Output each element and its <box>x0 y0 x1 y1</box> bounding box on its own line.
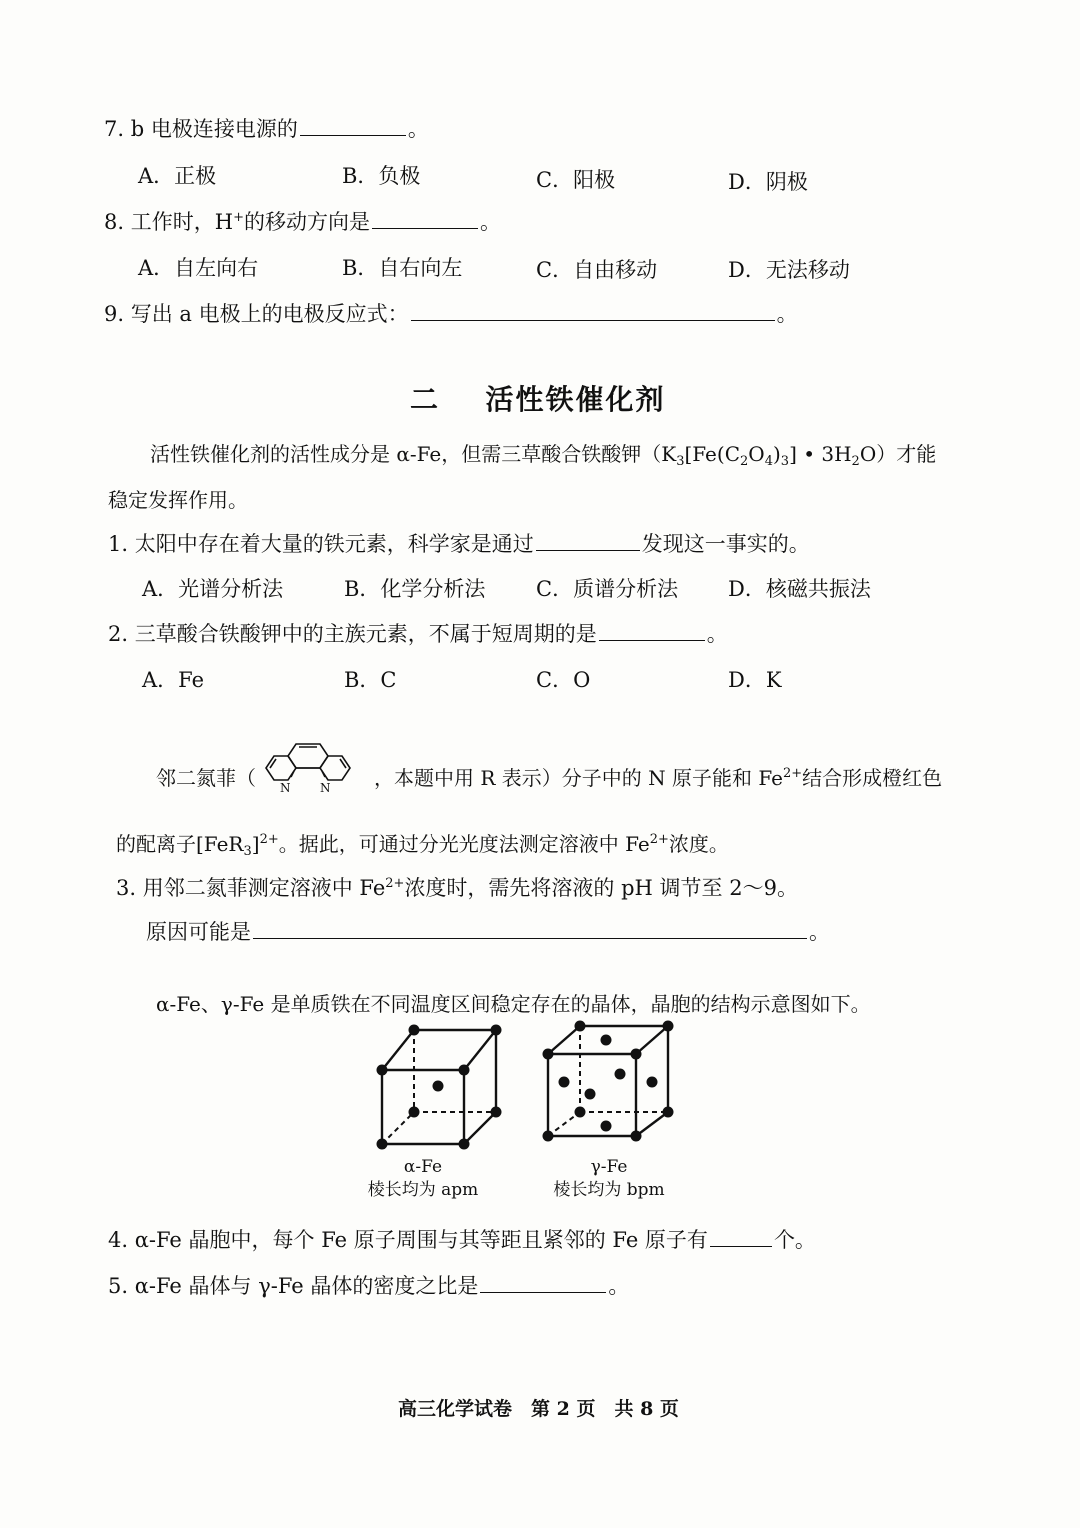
question-number: 5. <box>108 1274 129 1298</box>
subscript: 2 <box>851 454 860 469</box>
question-number: 7. <box>104 117 125 141</box>
alpha-fe-caption <box>338 1156 508 1202</box>
gamma-fe-caption <box>524 1156 694 1202</box>
option-c[interactable]: C．O <box>536 668 591 692</box>
option-c[interactable]: C．质谱分析法 <box>536 577 679 601</box>
option-b[interactable]: B．自右向左 <box>342 256 463 280</box>
section-name: 活性铁催化剂 <box>485 383 666 416</box>
option-b[interactable]: B．化学分析法 <box>344 577 486 601</box>
phen-text: 的配离子[FeR <box>116 832 244 856</box>
subscript: 3 <box>676 454 685 469</box>
n-atom-label: N <box>320 781 331 795</box>
phen-text: 结合形成橙红色 <box>802 766 943 790</box>
intro-text: O）才能 <box>859 442 937 466</box>
option-c[interactable]: C．自由移动 <box>536 258 658 282</box>
superscript: 2+ <box>782 766 803 781</box>
answer-blank[interactable] <box>300 115 406 136</box>
answer-blank[interactable] <box>710 1226 772 1247</box>
intro-text: 活性铁催化剂的活性成分是 α-Fe，但需三草酸合铁酸钾（K <box>150 442 677 466</box>
section-number: 二 <box>410 383 441 416</box>
gamma-fe-label: γ-Fe <box>590 1157 628 1177</box>
answer-blank[interactable] <box>536 530 640 551</box>
question-number: 3. <box>116 876 137 900</box>
gamma-fe-edge-label: 棱长均为 bpm <box>553 1180 665 1200</box>
question-text: α-Fe 晶胞中，每个 Fe 原子周围与其等距且紧邻的 Fe 原子有 <box>134 1228 708 1252</box>
question-4 <box>108 1224 816 1254</box>
subscript: 4 <box>764 454 773 469</box>
subscript: 3 <box>780 454 790 469</box>
question-number: 9. <box>104 302 125 326</box>
phenanthroline-structure-icon <box>258 736 358 802</box>
punctuation: 。 <box>407 117 429 141</box>
punctuation: 。 <box>776 302 798 326</box>
intro-text: O <box>748 442 765 466</box>
question-7 <box>104 113 429 143</box>
question-text: 三草酸合铁酸钾中的主族元素，不属于短周期的是 <box>134 622 597 646</box>
gamma-fe-unit-cell-diagram <box>534 1018 684 1156</box>
subscript: 3 <box>243 844 252 859</box>
question-text-end: 个。 <box>773 1228 816 1252</box>
option-d[interactable]: D．阴极 <box>728 170 808 194</box>
question-text: α-Fe 晶体与 γ-Fe 晶体的密度之比是 <box>134 1274 479 1298</box>
superscript: + <box>233 210 244 225</box>
superscript: 2+ <box>259 832 279 847</box>
intro-text: ] • 3H <box>789 442 852 466</box>
option-b[interactable]: B．C <box>344 668 397 692</box>
option-d[interactable]: D．K <box>728 668 782 692</box>
question-text-cont: 的移动方向是 <box>243 210 370 234</box>
punctuation: 。 <box>809 920 830 944</box>
answer-blank[interactable] <box>411 300 775 321</box>
question-text: b 电极连接电源的 <box>130 117 298 141</box>
question-8 <box>104 206 501 236</box>
question-number: 4. <box>108 1228 129 1252</box>
punctuation: 。 <box>608 1274 630 1298</box>
question-text: 写出 a 电极上的电极反应式： <box>130 302 409 326</box>
question-text: 太阳中存在着大量的铁元素，科学家是通过 <box>134 532 534 556</box>
answer-blank[interactable] <box>372 208 478 229</box>
answer-blank[interactable] <box>253 918 807 939</box>
alpha-fe-unit-cell-diagram <box>368 1018 518 1156</box>
option-d[interactable]: D．无法移动 <box>728 258 850 282</box>
superscript: 2+ <box>649 832 669 847</box>
question-2 <box>108 618 728 648</box>
phen-text-b <box>374 762 942 791</box>
question-9 <box>104 298 798 328</box>
option-a[interactable]: A．Fe <box>142 668 205 692</box>
question-number: 1. <box>108 532 129 556</box>
question-3-reason <box>146 916 830 946</box>
phen-line2 <box>116 828 729 857</box>
subscript: 2 <box>740 454 749 469</box>
option-a[interactable]: A．正极 <box>138 164 217 188</box>
alpha-fe-edge-label: 棱长均为 apm <box>367 1180 479 1200</box>
question-text-cont: 发现这一事实的。 <box>641 532 810 556</box>
question-text: 工作时，H <box>130 210 234 234</box>
question-5 <box>108 1270 629 1300</box>
crystal-intro: α-Fe、γ-Fe 是单质铁在不同温度区间稳定存在的晶体，晶胞的结构示意图如下。 <box>156 992 871 1016</box>
question-text: 用邻二氮菲测定溶液中 Fe <box>142 876 386 900</box>
option-d[interactable]: D．核磁共振法 <box>728 577 871 601</box>
punctuation: 。 <box>706 622 728 646</box>
question-number: 2. <box>108 622 129 646</box>
option-a[interactable]: A．光谱分析法 <box>142 577 284 601</box>
n-atom-label: N <box>280 781 291 795</box>
section-intro-line1 <box>150 438 936 467</box>
section-title <box>410 378 666 418</box>
superscript: 2+ <box>385 876 405 891</box>
question-1 <box>108 528 810 558</box>
question-3 <box>116 872 798 902</box>
question-text-cont: 浓度时，需先将溶液的 pH 调节至 2～9。 <box>404 876 798 900</box>
option-a[interactable]: A．自左向右 <box>138 256 259 280</box>
option-b[interactable]: B．负极 <box>342 164 421 188</box>
page-footer: 高三化学试卷 第 2 页 共 8 页 <box>398 1398 679 1420</box>
alpha-fe-label: α-Fe <box>403 1157 443 1177</box>
phen-text-a: 邻二氮菲（ <box>156 766 256 790</box>
phen-text: ，本题中用 R 表示）分子中的 N 原子能和 Fe <box>374 766 783 790</box>
punctuation: 。 <box>479 210 501 234</box>
answer-blank[interactable] <box>480 1272 606 1293</box>
phen-text: ] <box>251 832 260 856</box>
answer-blank[interactable] <box>599 620 705 641</box>
intro-text: [Fe(C <box>684 442 740 466</box>
phen-text: 浓度。 <box>668 832 729 856</box>
intro-text: ) <box>772 442 781 466</box>
phen-text: 。据此，可通过分光光度法测定溶液中 Fe <box>278 832 650 856</box>
question-number: 8. <box>104 210 125 234</box>
section-intro-line2: 稳定发挥作用。 <box>108 488 248 512</box>
option-c[interactable]: C．阳极 <box>536 168 616 192</box>
reason-label: 原因可能是 <box>146 920 251 944</box>
